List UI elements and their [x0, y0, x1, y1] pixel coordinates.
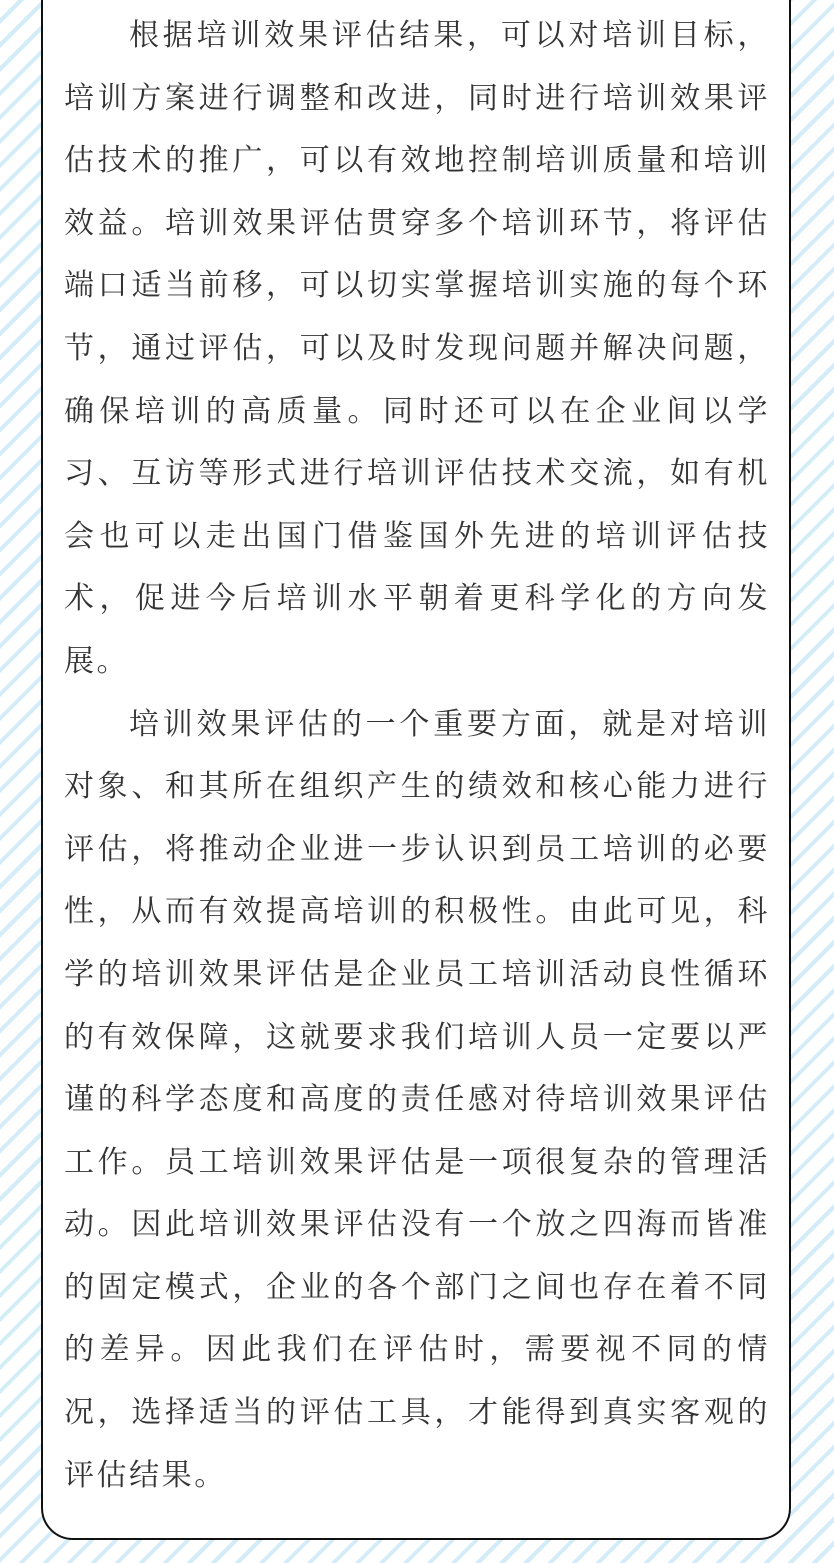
article-paragraph-2: 培训效果评估的一个重要方面，就是对培训对象、和其所在组织产生的绩效和核心能力进行评估，将推动企业进一步认识到员工培训的必要性，从而有效提高培训的积极性。由此可见，科学的培训效果评估是企业员工培训活动良性循环的有效保障，这就要求我们培训人员一定要以严谨的科学态度和高度的责任感对待培训效果评估工作。员工培训效果评估是一项很复杂的管理活动。因此培训效果评估没有一个放之四海而皆准的固定模式，企业的各个部门之间也存在着不同的差异。因此我们在评估时，需要视不同的情况，选择适当的评估工具，才能得到真实客观的评估结果。 [64, 706, 770, 1493]
article-paragraph-1: 根据培训效果评估结果，可以对培训目标，培训方案进行调整和改进，同时进行培训效果评估技术的推广，可以有效地控制培训质量和培训效益。培训效果评估贯穿多个培训环节，将评估端口适当前移，可以切实掌握培训实施的每个环节，通过评估，可以及时发现问题并解决问题，确保培训的高质量。同时还可以在企业间以学习、互访等形式进行培训评估技术交流，如有机会也可以走出国门借鉴国外先进的培训评估技术，促进今后培训水平朝着更科学化的方向发展。 [64, 18, 770, 679]
article-body [64, 5, 770, 1507]
